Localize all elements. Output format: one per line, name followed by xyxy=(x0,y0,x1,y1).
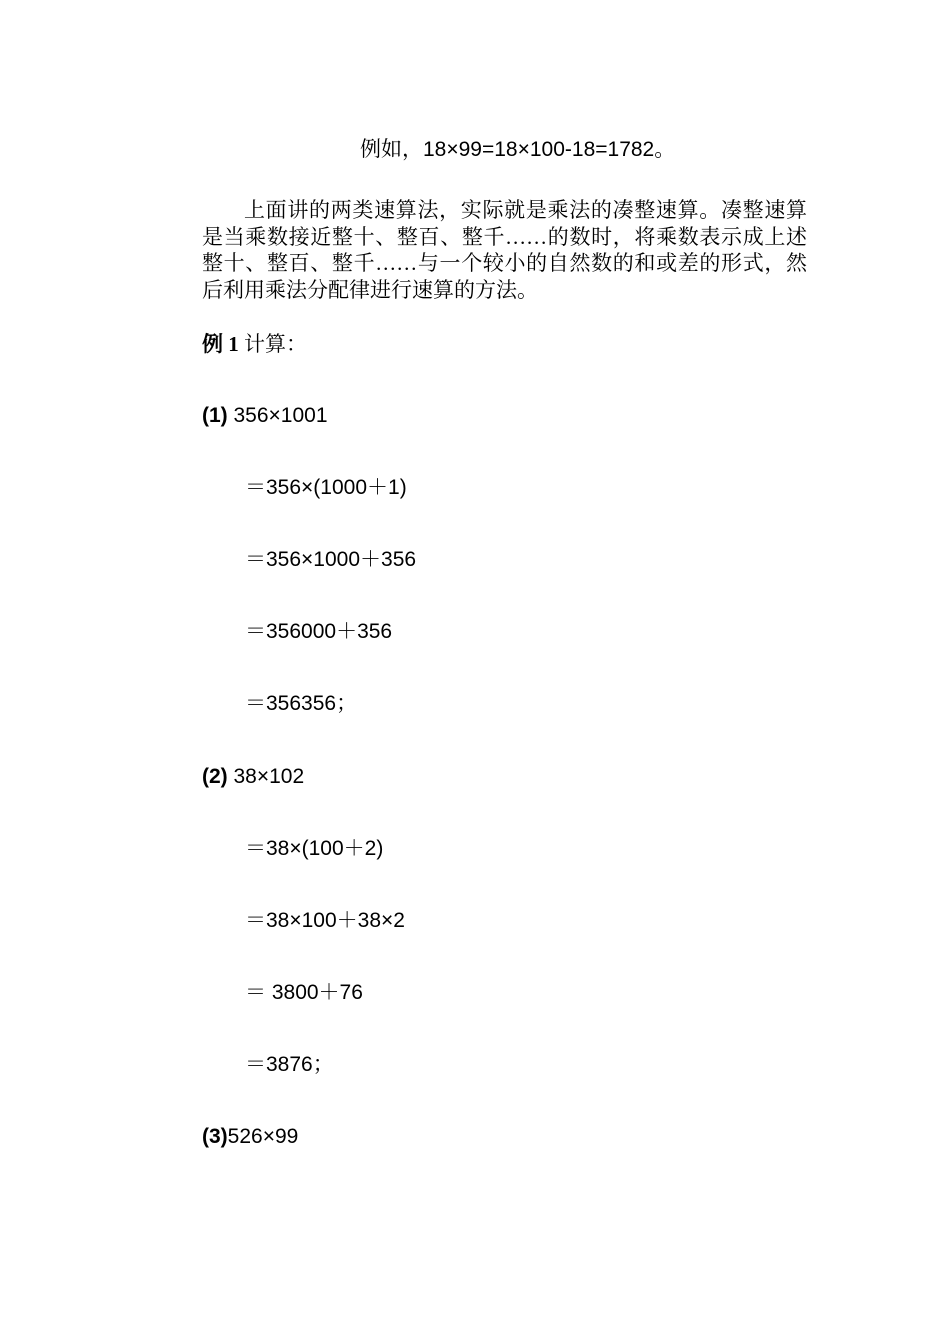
problem-2-step-3: ＝ 3800＋76 xyxy=(245,981,363,1004)
example-intro-formula: 18×99=18×100-18=1782 xyxy=(423,138,655,161)
problem-1-step-3: ＝356000＋356 xyxy=(245,620,393,643)
problem-1-expression: 356×1001 xyxy=(227,404,328,427)
problem-3-expression: 526×99 xyxy=(227,1125,299,1148)
problem-2-label: (2) xyxy=(202,765,228,788)
problem-2-expression: 38×102 xyxy=(227,765,305,788)
problem-1-heading xyxy=(202,404,328,428)
problem-3-heading xyxy=(202,1125,298,1149)
problem-2-step-4: ＝3876； xyxy=(245,1053,334,1076)
example-1-label: 例 1 xyxy=(202,332,239,356)
problem-1-step-4: ＝356356； xyxy=(245,692,358,715)
problem-3-label: (3) xyxy=(202,1125,228,1148)
example-1-heading xyxy=(202,332,307,356)
example-intro-suffix: 。 xyxy=(654,137,676,161)
problem-2-step-1: ＝38×(100＋2) xyxy=(245,837,384,860)
example-intro-prefix: 例如， xyxy=(360,137,423,161)
problem-1-label: (1) xyxy=(202,404,228,427)
problem-2-heading xyxy=(202,765,304,789)
problem-1-step-2: ＝356×1000＋356 xyxy=(245,548,417,571)
example-1-text: 计算： xyxy=(238,332,307,356)
explanation-paragraph: 上面讲的两类速算法，实际就是乘法的凑整速算。凑整速算是当乘数接近整十、整百、整千……的数时，将乘数表示成上述整十、整百、整千……与一个较小的自然数的和或差的形式，然后利用乘法分配律进行速算的方法。 xyxy=(202,198,807,302)
problem-1-step-1: ＝356×(1000＋1) xyxy=(245,476,407,499)
problem-2-step-2: ＝38×100＋38×2 xyxy=(245,909,405,932)
example-intro-line xyxy=(360,137,675,162)
